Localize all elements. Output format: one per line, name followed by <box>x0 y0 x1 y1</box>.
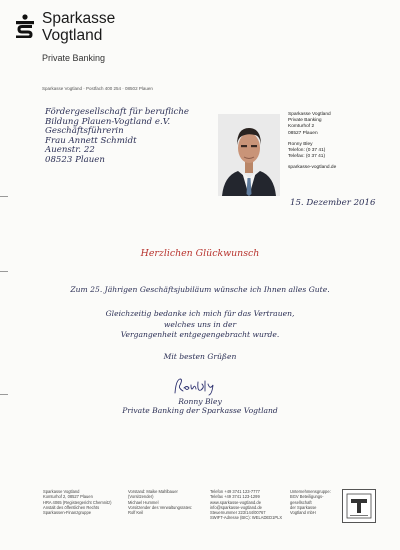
sender-return-address: Sparkasse Vogtland · Postfach 400 254 · 08502 Plauen <box>42 86 153 91</box>
footer-line: Unternehmensgruppe: <box>290 489 331 494</box>
contact-block <box>288 112 336 172</box>
footer-line: BGV Beteiligungs- <box>290 494 324 500</box>
signatory-name: Ronny Bley <box>178 397 222 406</box>
footer-board-info <box>128 489 192 515</box>
footer-bank-info <box>43 489 111 515</box>
footer-line: Vorstand: Maike Mahlbauer <box>128 489 178 494</box>
closing-phrase <box>0 352 400 363</box>
contact-line: 08527 Plauen <box>288 130 318 136</box>
footer-line: Telefon +49 3741 123-7777 <box>210 489 260 494</box>
contact-line: Komturhof 2 <box>288 124 315 130</box>
brand-line-2: Vogtland <box>42 27 103 44</box>
contact-line: Ronny Bley <box>288 141 313 147</box>
footer-line: Komturhof 2, 08527 Plauen <box>43 494 93 500</box>
footer-line: Anstalt des öffentlichen Rechts <box>43 504 100 510</box>
footer-contact-info <box>210 489 282 521</box>
footer-line: info@sparkasse-vogtland.de <box>210 504 262 510</box>
footer-line: Sparkasse Vogtland <box>43 489 80 494</box>
brand-name <box>42 10 115 44</box>
body-line: Vergangenheit entgegengebracht wurde. <box>120 330 280 339</box>
brand-subtitle: Private Banking <box>42 53 106 63</box>
body-paragraph-2 <box>0 309 400 341</box>
fold-mark <box>0 394 8 395</box>
footer-line: (Vorsitzender) <box>128 494 154 500</box>
address-line: 08523 Plauen <box>45 154 105 165</box>
contact-line: Sparkasse Vogtland <box>288 112 331 117</box>
body-line: Mit besten Grüßen <box>163 352 237 361</box>
footer-line: Rolf Keil <box>128 510 144 516</box>
footer-line: SWIFT-Adresse (BIC): WELADED1PLX <box>210 515 283 521</box>
body-line: Gleichzeitig bedanke ich mich für das Vertrauen, <box>105 309 295 318</box>
address-line: Bildung Plauen-Vogtland e.V. <box>45 116 171 127</box>
footer-line: HRA 4065 (Registergericht Chemnitz) <box>43 499 112 505</box>
signatory-title: Private Banking der Sparkasse Vogtland <box>122 406 278 415</box>
sparkasse-logo-icon <box>15 14 35 38</box>
contact-line: Telefax: (0 37 41) <box>288 154 326 160</box>
certification-seal-icon <box>342 489 376 523</box>
body-line: Zum 25. Jährigen Geschäftsjubiläum wünsche ich Ihnen alles Gute. <box>70 285 330 294</box>
footer-line: der Sparkasse <box>290 504 317 510</box>
footer-line: Michael Hummel <box>128 499 159 505</box>
address-line: Frau Annett Schmidt <box>45 135 137 146</box>
footer-line: Steuernummer 223/144/00767 <box>210 510 266 516</box>
address-line: Geschäftsführerin <box>45 126 124 137</box>
footer-line: Vorsitzender des Verwaltungsrates: <box>128 504 193 510</box>
footer-line: gesellschaft <box>290 499 312 505</box>
recipient-address <box>45 108 189 166</box>
contact-line: Private Banking <box>288 118 322 124</box>
contact-website: sparkasse-vogtland.de <box>288 165 337 171</box>
handwritten-signature <box>172 376 220 396</box>
body-line: welches uns in der <box>163 319 237 329</box>
brand-line-1: Sparkasse <box>42 10 116 27</box>
body-paragraph-1 <box>0 285 400 296</box>
footer-line: Telefax +49 3741 123-1299 <box>210 494 260 500</box>
address-line: Fördergesellschaft für berufliche <box>45 107 189 117</box>
footer-line: Sparkassen-Finanzgruppe <box>43 510 92 516</box>
contact-line: Telefon: (0 37 41) <box>288 148 326 154</box>
advisor-photo <box>218 114 280 196</box>
footer-line: www.sparkasse-vogtland.de <box>210 499 261 505</box>
fold-mark <box>0 196 8 197</box>
footer-group-info <box>290 489 331 515</box>
letter-date: 15. Dezember 2016 <box>290 198 376 208</box>
footer-line: Vogtland mbH <box>290 510 316 516</box>
greeting-heading: Herzlichen Glückwunsch <box>140 248 260 259</box>
address-line: Auenstr. 22 <box>45 145 95 156</box>
fold-mark <box>0 271 8 272</box>
